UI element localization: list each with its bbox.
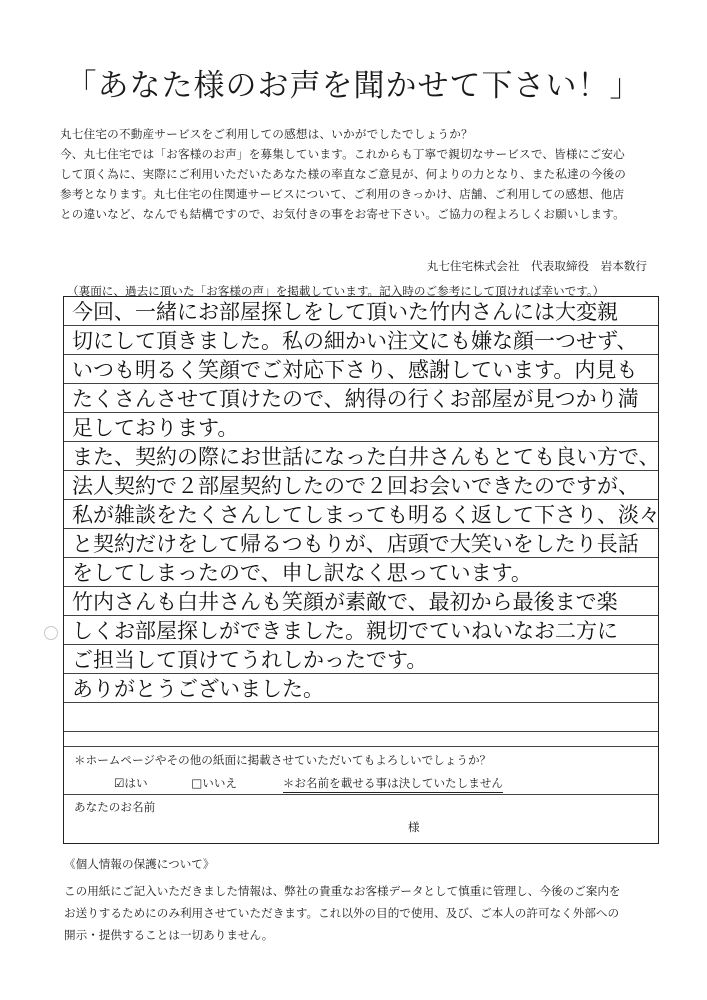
comment-line: 法人契約で２部屋契約したので２回お会いできたのですが、 <box>72 474 639 498</box>
privacy-line: 開示・提供することは一切ありません。 <box>64 928 274 942</box>
punch-hole <box>44 626 58 640</box>
publish-question: ＊ホームページやその他の紙面に掲載させていただいてもよろしいでしょうか？ <box>74 753 492 767</box>
privacy-text <box>64 880 684 946</box>
comment-line: ご担当して頂けてうれしかったです。 <box>72 648 428 672</box>
intro-line: して頂く為に、実際にご利用いただいたあなた様の率直なご意見が、何よりの力となり、また私達の今後の <box>60 167 627 181</box>
comment-line: と契約だけをして帰るつもりが、店頭で大笑いをしたり長話 <box>72 532 639 556</box>
page-title: 「あなた様のお声を聞かせて下さい！」 <box>65 68 642 104</box>
intro-line: 参考となります。丸七住宅の住関連サービスについて、ご利用のきっかけ、店舗、ご利用しての感想、他店 <box>60 187 625 201</box>
comment-line: 足しております。 <box>72 416 239 440</box>
form-rule <box>64 794 658 795</box>
feedback-form <box>63 296 659 844</box>
comment-line: いつも明るく笑顔でご対応下さり、感謝しています。内見も <box>72 358 638 382</box>
comment-line: しくお部屋探しができました。親切でていねいなお二方に <box>72 619 618 643</box>
publish-options <box>114 775 503 793</box>
name-field-label: あなたのお名前 <box>74 800 156 814</box>
intro-line: 今、丸七住宅では「お客様のお声」を募集しています。これからも丁寧で親切なサービスで、皆様にご安心 <box>60 147 625 161</box>
intro-line: 丸七住宅の不動産サービスをご利用しての感想は、いかがでしたでしょうか？ <box>60 127 473 141</box>
comment-line: をしてしまったので、申し訳なく思っています。 <box>72 561 532 585</box>
form-rule <box>64 731 658 732</box>
comment-line: 私が雑談をたくさんしてしまっても明るく返して下さり、淡々 <box>72 503 660 527</box>
option-yes-checkbox[interactable]: ☑はい <box>114 776 148 790</box>
comment-line: また、契約の際にお世話になった白井さんもとても良い方で、 <box>72 445 660 469</box>
option-no-checkbox[interactable]: □いいえ <box>191 776 238 790</box>
reference-note: （裏面に、過去に頂いた「お客様の声」を掲載しています。記入時のご参考にして頂ければ幸いです。） <box>67 284 605 298</box>
comment-line: たくさんさせて頂けたので、納得の行くお部屋が見つかり満 <box>72 387 639 411</box>
comment-line: 切にして頂きました。私の細かい注文にも嫌な顔一つせず、 <box>72 329 638 353</box>
privacy-title: 《個人情報の保護について》 <box>64 857 215 871</box>
comment-line: ありがとうございました。 <box>72 677 324 701</box>
comment-line: 竹内さんも白井さんも笑顔が素敵で、最初から最後まで楽 <box>72 590 618 614</box>
intro-line: との違いなど、なんでも結構ですので、お気付きの事をお寄せ下さい。ご協力の程よろしくお願いします。 <box>60 207 625 221</box>
signature: 丸七住宅株式会社 代表取締役 岩本数行 <box>426 259 647 273</box>
honorific-suffix: 様 <box>408 820 420 834</box>
form-rule <box>64 746 658 747</box>
comment-line: 今回、一緒にお部屋探しをして頂いた竹内さんには大変親 <box>72 300 618 324</box>
privacy-line: この用紙にご記入いただきました情報は、弊社の貴重なお客様データとして慎重に管理し、今後のご案内を <box>64 884 621 898</box>
privacy-line: お送りするためにのみ利用させていただきます。これ以外の目的で使用、及び、ご本人の許可なく外部への <box>64 906 620 920</box>
intro-text <box>60 124 660 224</box>
name-privacy-notice: ＊お名前を載せる事は決していたしません <box>283 775 503 793</box>
